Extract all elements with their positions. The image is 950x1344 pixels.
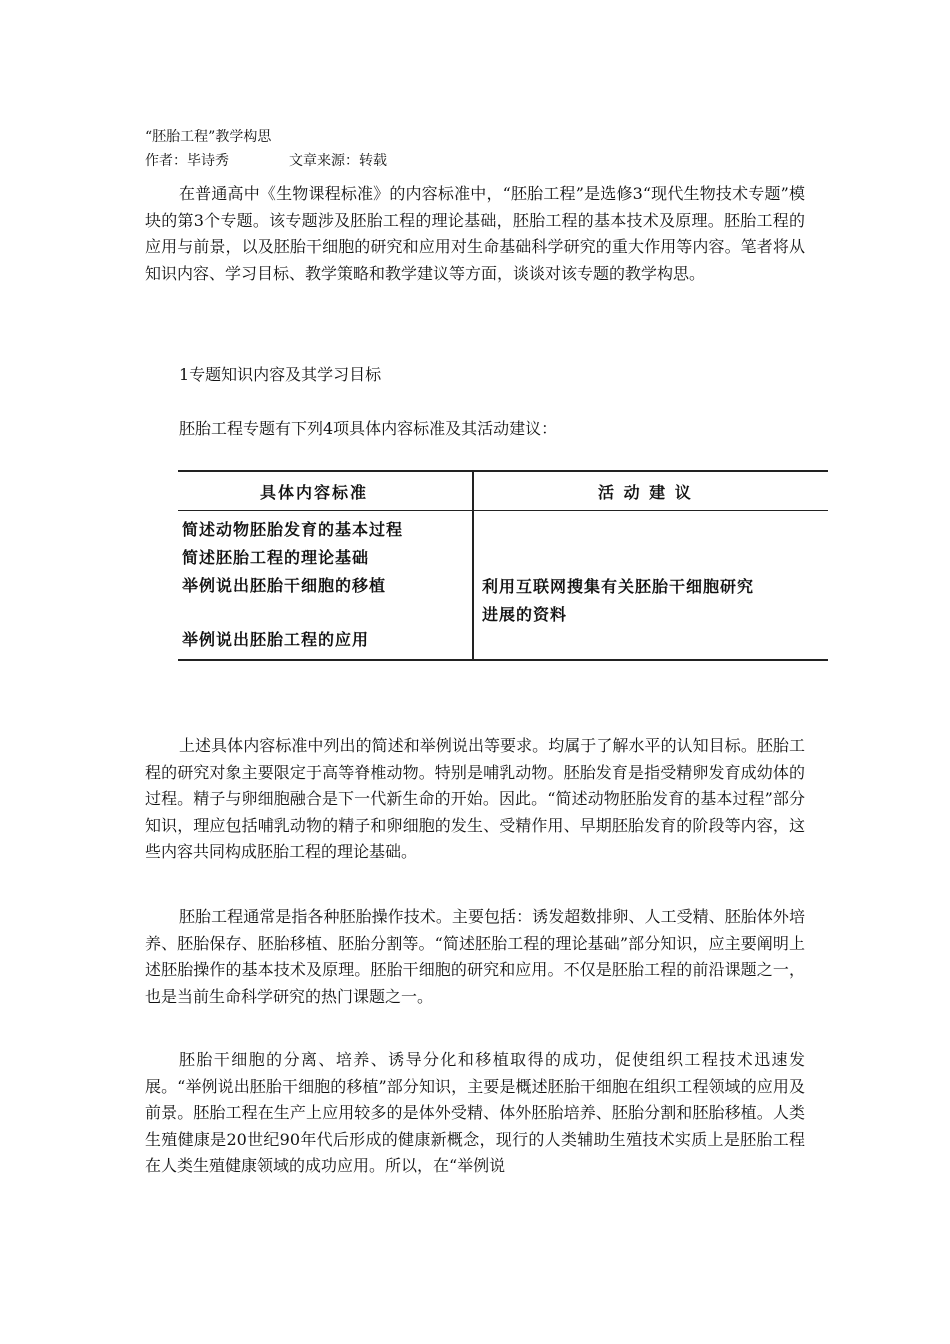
standard-item: 举例说出胚胎工程的应用: [182, 630, 370, 649]
standard-item: 简述动物胚胎发育的基本过程: [182, 520, 404, 539]
table-top-rule: [178, 470, 828, 472]
standards-table: [178, 470, 828, 662]
source-line: 文章来源：转载: [289, 153, 387, 169]
article-title: “胚胎工程”教学构思: [145, 129, 272, 145]
standard-item: 举例说出胚胎干细胞的移植: [182, 576, 387, 595]
intro-paragraph: 在普通高中《生物课程标准》的内容标准中，“胚胎工程”是选修3“现代生物技术专题”模块的第3个专题。该专题涉及胚胎工程的理论基础，胚胎工程的基本技术及原理。胚胎工程的应用与前景，以及胚胎干细胞的研究和应用对生命基础科学研究的重大作用等内容。笔者将从知识内容、学习目标、教学策略和教学建议等方面，谈谈对该专题的教学构思。: [145, 184, 805, 283]
table-header-rule: [178, 510, 828, 511]
table-standards-cell: [182, 516, 403, 654]
author-line: 作者：毕诗秀: [145, 153, 229, 169]
table-header-activities: 活 动 建 议: [598, 483, 693, 502]
table-activities-cell: [482, 573, 754, 629]
activity-line: 利用互联网搜集有关胚胎干细胞研究: [482, 577, 755, 596]
article-meta: [145, 152, 387, 170]
paragraph-4: 胚胎干细胞的分离、培养、诱导分化和移植取得的成功，促使组织工程技术迅速发展。“举例说出胚胎干细胞的移植”部分知识，主要是概述胚胎干细胞在组织工程领域的应用及前景。胚胎工程在生产上应用较多的是体外受精、体外胚胎培养、胚胎分割和胚胎移植。人类生殖健康是20世纪90年代后形成的健康新概念，现行的人类辅助生殖技术实质上是胚胎工程在人类生殖健康领域的成功应用。所以，在“举例说: [145, 1050, 805, 1175]
table-column-divider: [472, 472, 474, 660]
activity-line: 进展的资料: [482, 605, 568, 624]
paragraph-3: 胚胎工程通常是指各种胚胎操作技术。主要包括：诱发超数排卵、人工受精、胚胎体外培养、胚胎保存、胚胎移植、胚胎分割等。“简述胚胎工程的理论基础”部分知识，应主要阐明上述胚胎操作的基本技术及原理。胚胎干细胞的研究和应用。不仅是胚胎工程的前沿课题之一，也是当前生命科学研究的热门课题之一。: [145, 907, 805, 1006]
section-heading: 1专题知识内容及其学习目标: [179, 365, 382, 384]
paragraph-2: 上述具体内容标准中列出的简述和举例说出等要求。均属于了解水平的认知目标。胚胎工程的研究对象主要限定于高等脊椎动物。特别是哺乳动物。胚胎发育是指受精卵发育成幼体的过程。精子与卵细胞融合是下一代新生命的开始。因此。“简述动物胚胎发育的基本过程”部分知识，理应包括哺乳动物的精子和卵细胞的发生、受精作用、早期胚胎发育的阶段等内容，这些内容共同构成胚胎工程的理论基础。: [145, 736, 805, 861]
table-intro: 胚胎工程专题有下列4项具体内容标准及其活动建议：: [179, 419, 558, 438]
table-bottom-rule: [178, 659, 828, 661]
standard-item: 简述胚胎工程的理论基础: [182, 548, 370, 567]
table-header-standards: 具体内容标准: [260, 483, 369, 502]
